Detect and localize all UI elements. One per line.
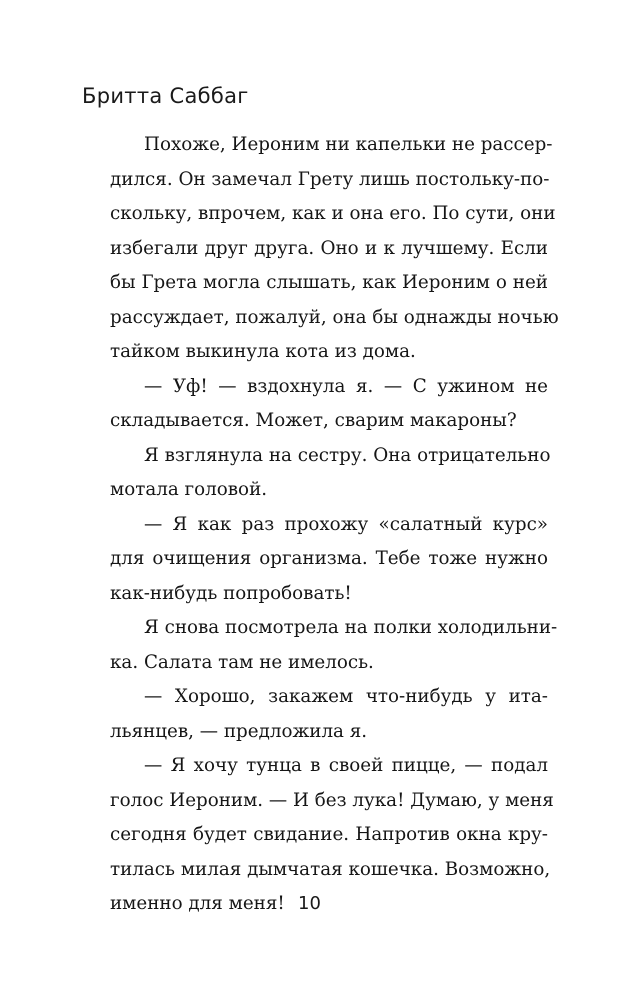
text-line: Я взглянула на сестру. Она отрицательно xyxy=(144,444,551,466)
text-line: Я снова посмотрела на полки холодильни- xyxy=(144,617,558,638)
text-line: — Я хочу тунца в своей пицце, — подал xyxy=(144,755,548,776)
text-line: мотала головой. xyxy=(110,479,268,500)
text-line: — Я как раз прохожу «салатный курс» xyxy=(144,513,548,535)
text-line: — Уф! — вздохнула я. — С ужином не xyxy=(144,375,548,397)
text-line: тилась милая дымчатая кошечка. Возможно, xyxy=(110,858,551,880)
running-head: Бритта Саббаг xyxy=(82,84,249,108)
text-line: рассуждает, пожалуй, она бы однажды ночью xyxy=(110,306,559,328)
page-number: 10 xyxy=(298,893,321,914)
text-line: складывается. Может, сварим макароны? xyxy=(110,410,517,431)
text-line: дился. Он замечал Грету лишь постольку-по- xyxy=(110,168,550,190)
text-line: скольку, впрочем, как и она его. По сути, они xyxy=(110,203,556,224)
text-line: голос Иероним. — И без лука! Думаю, у меня xyxy=(110,789,554,811)
text-line: — Хорошо, закажем что-нибудь у ита- xyxy=(144,686,548,707)
text-line: для очищения организма. Тебе тоже нужно xyxy=(110,548,548,569)
body-text xyxy=(110,128,559,922)
text-line: тайком выкинула кота из дома. xyxy=(110,341,416,362)
text-line: избегали друг друга. Оно и к лучшему. Если xyxy=(110,237,548,259)
text-line: ка. Салата там не имелось. xyxy=(110,651,374,673)
text-line: сегодня будет свидание. Напротив окна кру- xyxy=(110,824,548,845)
text-line: бы Грета могла слышать, как Иероним о ней xyxy=(110,272,548,293)
text-line: льянцев, — предложила я. xyxy=(110,720,368,742)
text-line: Похоже, Иероним ни капельки не рассер- xyxy=(144,134,553,155)
text-line: как-нибудь попробовать! xyxy=(110,582,352,604)
text-line: именно для меня! xyxy=(110,893,285,914)
